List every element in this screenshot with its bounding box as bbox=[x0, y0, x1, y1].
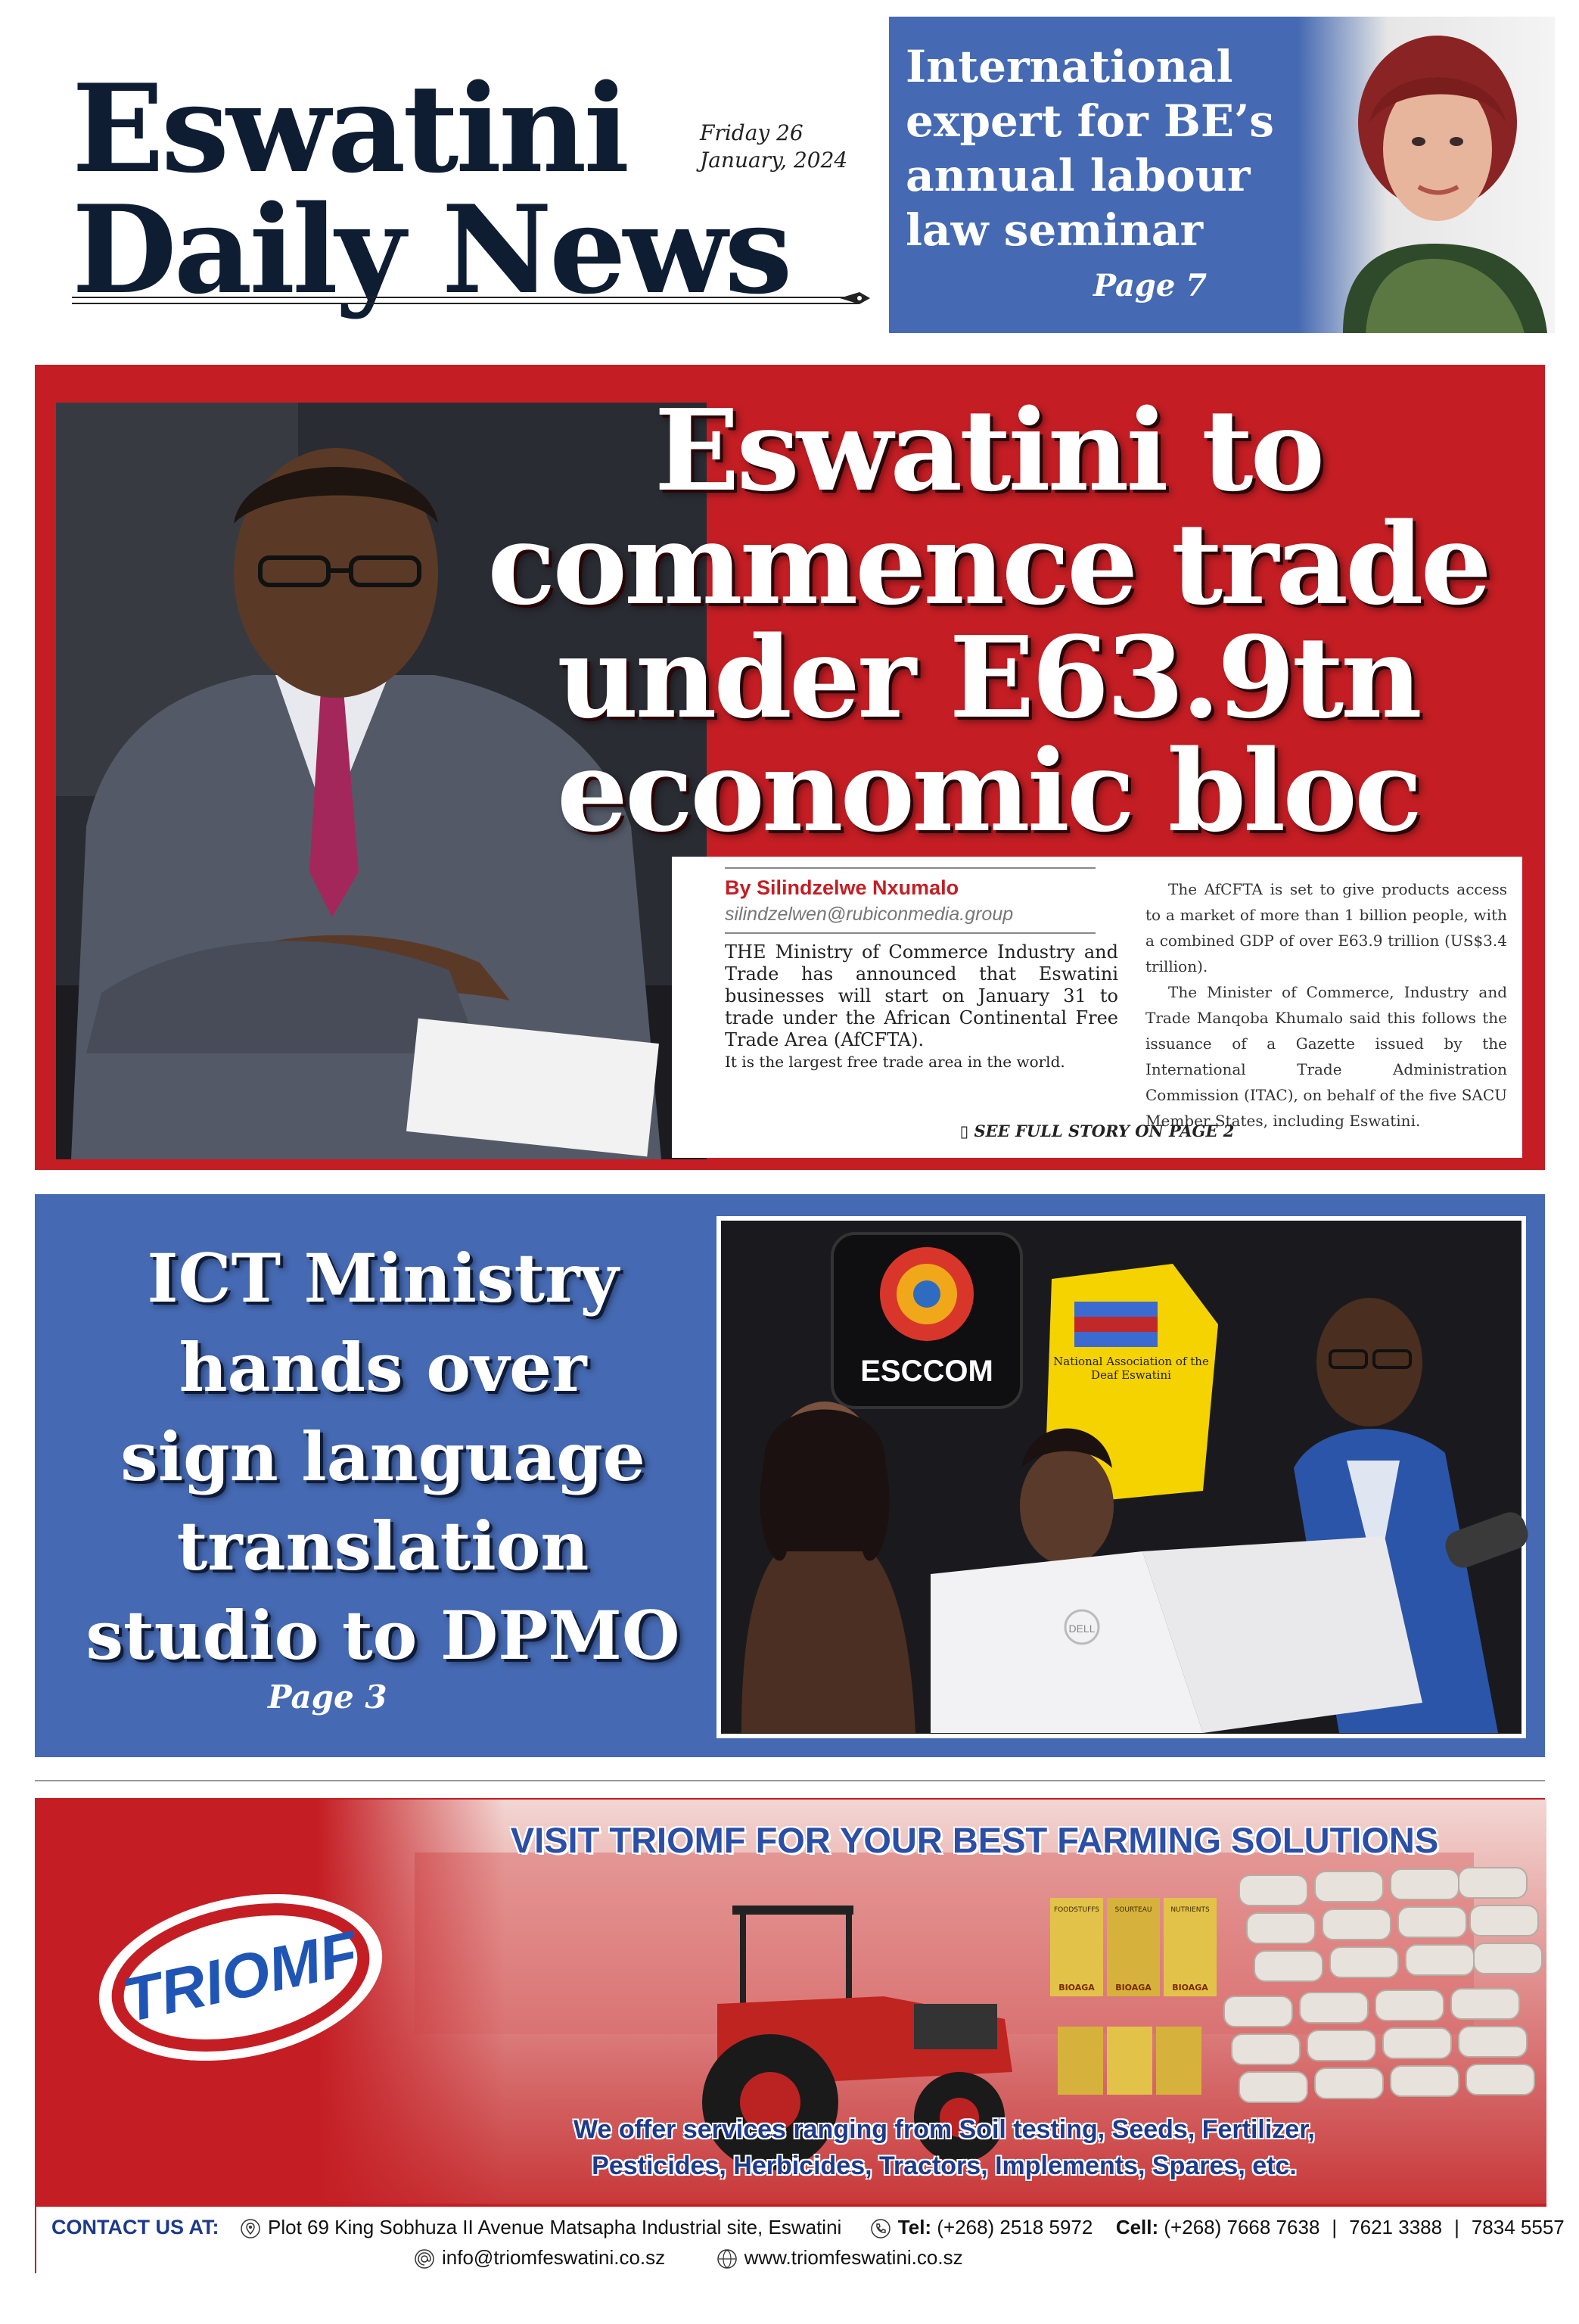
product-label: FOODSTUFFS bbox=[1054, 1906, 1099, 1914]
article-column-2 bbox=[1145, 876, 1507, 1134]
promo-headline-line: annual labour bbox=[906, 150, 1251, 201]
product-label: BIOAGA bbox=[1058, 1983, 1095, 1993]
cell-label: Cell: bbox=[1115, 2216, 1159, 2238]
byline-rule bbox=[725, 867, 1096, 869]
advert-services-line: Pesticides, Herbicides, Tractors, Implements, Spares, etc. bbox=[592, 2151, 1297, 2180]
second-headline[interactable] bbox=[42, 1234, 723, 1680]
article-paragraph: THE Ministry of Commerce Industry and Trade has announced that Eswatini businesses will start on January 31 to trade under the African Continental Free Trade Area (AfCFTA). bbox=[725, 941, 1118, 1050]
triomf-logo: TRIOMF bbox=[117, 1918, 365, 2036]
promo-headline-line: expert for BE’s bbox=[906, 95, 1274, 147]
lead-story[interactable] bbox=[35, 365, 1545, 1170]
lead-headline-line: under E63.9tn bbox=[557, 611, 1419, 743]
masthead-title-line2: Daily News bbox=[72, 179, 790, 321]
article-paragraph: It is the largest free trade area in the world. bbox=[725, 1053, 1065, 1071]
masthead-title bbox=[72, 58, 874, 321]
phone-icon bbox=[871, 2219, 891, 2238]
globe-icon bbox=[717, 2249, 737, 2269]
product-label: NUTRIENTS bbox=[1170, 1906, 1210, 1914]
second-story[interactable] bbox=[35, 1194, 1545, 1757]
issue-date bbox=[700, 120, 874, 174]
second-headline-line: translation bbox=[176, 1507, 589, 1585]
promo-headline-line: law seminar bbox=[906, 204, 1204, 256]
second-headline-line: hands over bbox=[179, 1328, 587, 1407]
lead-headline-line: Eswatini to bbox=[654, 384, 1323, 516]
monitor-brand-label: DELL bbox=[1068, 1622, 1096, 1635]
lead-headline-line: economic bloc bbox=[556, 725, 1420, 857]
second-headline-line: ICT Ministry bbox=[147, 1239, 619, 1318]
contact-label: CONTACT US AT: bbox=[51, 2216, 219, 2238]
byline-email[interactable]: silindzelwen@rubiconmedia.group bbox=[725, 904, 1014, 925]
advert-services-line: We offer services ranging from Soil testing, Seeds, Fertilizer, bbox=[573, 2115, 1315, 2144]
tel-number[interactable]: (+268) 2518 5972 bbox=[937, 2216, 1093, 2238]
second-headline-line: studio to DPMO bbox=[85, 1596, 680, 1675]
cell-number-3[interactable]: 7834 5557 bbox=[1471, 2216, 1565, 2238]
article-column-1 bbox=[725, 941, 1118, 1072]
promo-portrait-photo bbox=[1298, 17, 1555, 333]
promo-headline-line: International bbox=[906, 41, 1233, 92]
arrow-icon: ▯ bbox=[959, 1122, 974, 1140]
pen-nib-icon bbox=[840, 289, 870, 307]
article-paragraph: The Minister of Commerce, Industry and Trade Manqoba Khumalo said this follows the issuance of a Gazette issued by the International Trade Administration Commission (ITAC), on behalf of the five SACU Member States, including Eswatini. bbox=[1145, 983, 1507, 1130]
issue-date-day: Friday 26 bbox=[700, 120, 803, 145]
esccom-sign: ESCCOM bbox=[860, 1355, 993, 1388]
cell-number-1[interactable]: (+268) 7668 7638 bbox=[1164, 2216, 1320, 2238]
contact-email[interactable]: info@triomfeswatini.co.sz bbox=[442, 2246, 666, 2269]
lead-headline-line: commence trade bbox=[487, 498, 1489, 630]
second-headline-line: sign language bbox=[120, 1417, 645, 1496]
cell-number-2[interactable]: 7621 3388 bbox=[1349, 2216, 1443, 2238]
masthead-title-line1: Eswatini bbox=[72, 58, 627, 200]
email-icon bbox=[415, 2249, 434, 2269]
second-page-ref[interactable]: Page 3 bbox=[268, 1678, 387, 1716]
article-paragraph: The AfCFTA is set to give products access to a market of more than 1 billion people, with a combined GDP of over E63.9 trillion (US$3.4 trillion). bbox=[1145, 880, 1507, 975]
contact-address: Plot 69 King Sobhuza II Avenue Matsapha Industrial site, Eswatini bbox=[268, 2216, 842, 2238]
section-divider bbox=[35, 1780, 1545, 1781]
product-label: BIOAGA bbox=[1172, 1983, 1208, 1993]
tel-label: Tel: bbox=[897, 2216, 932, 2238]
see-full-story-link[interactable] bbox=[672, 1122, 1522, 1140]
product-boxes bbox=[1050, 1898, 1217, 2095]
byline-rule bbox=[725, 932, 1096, 934]
product-label: SOURTEAU bbox=[1114, 1906, 1152, 1914]
advert-contact-bar bbox=[36, 2204, 1565, 2275]
issue-date-month: January, 2024 bbox=[700, 148, 848, 173]
contact-website[interactable]: www.triomfeswatini.co.sz bbox=[744, 2246, 963, 2269]
advert-services bbox=[521, 2111, 1368, 2184]
advert-headline: VISIT TRIOMF FOR YOUR BEST FARMING SOLUTIONS bbox=[510, 1820, 1439, 1860]
lead-headline[interactable] bbox=[443, 384, 1533, 857]
studio-handover-photo bbox=[719, 1218, 1524, 1736]
byline: By Silindzelwe Nxumalo bbox=[725, 876, 959, 899]
contact-line-1: Plot 69 King Sobhuza II Avenue Matsapha Industrial site, Eswatini Tel: (+268) 2518 5972 Cell: (+268) 7668 7638 | 7621 3388 | 7834 5557 bbox=[241, 2216, 1565, 2239]
promo-page-ref[interactable]: Page 7 bbox=[1093, 268, 1208, 303]
contact-line-2 bbox=[415, 2246, 963, 2270]
promo-box[interactable] bbox=[889, 17, 1555, 333]
masthead-rule bbox=[72, 297, 859, 304]
location-pin-icon bbox=[241, 2219, 260, 2238]
poster-text: National Association of the Deaf Eswatini bbox=[1053, 1355, 1209, 1382]
lead-article-box bbox=[672, 857, 1522, 1158]
see-full-story-label: SEE FULL STORY ON PAGE 2 bbox=[974, 1122, 1235, 1140]
product-label: BIOAGA bbox=[1115, 1983, 1152, 1993]
promo-headline bbox=[906, 39, 1329, 257]
triomf-advert[interactable] bbox=[35, 1798, 1565, 2273]
